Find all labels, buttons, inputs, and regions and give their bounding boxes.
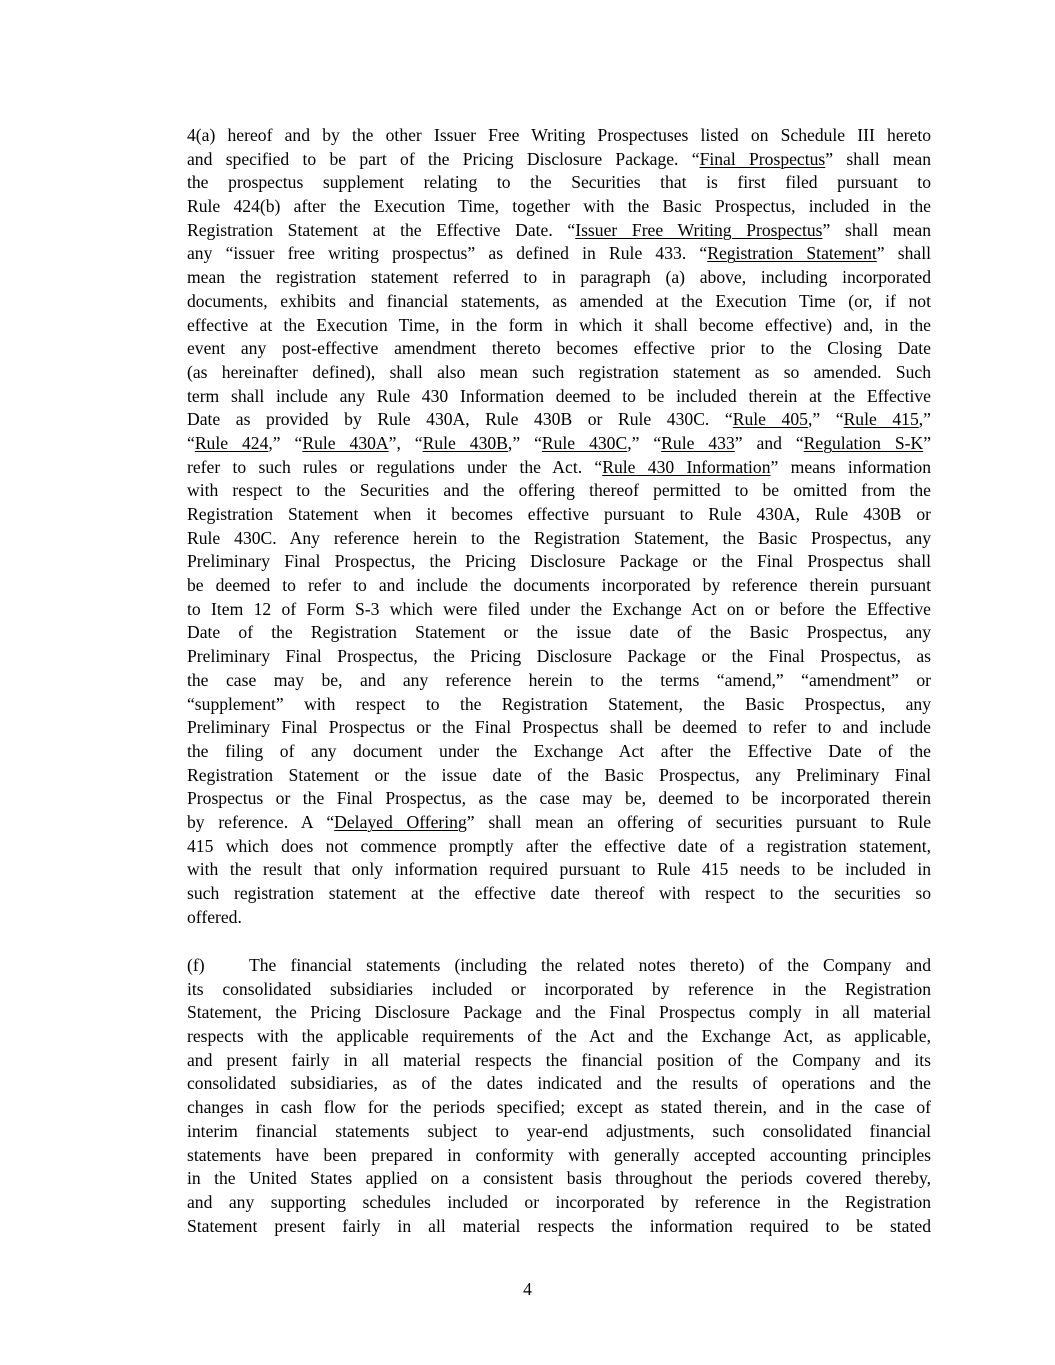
text-line: and any supporting schedules included or incorporated by reference in the Registration — [187, 1191, 931, 1212]
term-final-prospectus: Final Prospectus — [699, 148, 826, 169]
page-number: 4 — [523, 1279, 532, 1299]
term-delayed-offering: Delayed Offering — [334, 811, 467, 832]
text-line: offered. — [187, 906, 242, 927]
term-rule-430b: Rule 430B — [422, 432, 508, 453]
text-line: Preliminary Final Prospectus, the Pricing Disclosure Package or the Final Prospectus, as — [187, 646, 931, 667]
text-line: and present fairly in all material respects the financial position of the Company and its — [187, 1049, 931, 1070]
text-line: “supplement” with respect to the Registration Statement, the Basic Prospectus, any — [187, 693, 931, 714]
term-rule-430a: Rule 430A — [302, 432, 389, 453]
term-registration-statement: Registration Statement — [707, 243, 877, 264]
text-line: Registration Statement or the issue date of the Basic Prospectus, any Preliminary Final — [187, 764, 931, 785]
text-line: refer to such rules or regulations under the Act. “Rule 430 Information” means information — [187, 456, 931, 477]
text-line: such registration statement at the effective date thereof with respect to the securities so — [187, 883, 931, 903]
text-line: Registration Statement at the Effective Date. “Issuer Free Writing Prospectus” shall mean — [187, 219, 931, 240]
text-line: to Item 12 of Form S-3 which were filed under the Exchange Act on or before the Effective — [187, 598, 931, 619]
term-rule-405: Rule 405 — [732, 409, 808, 430]
text-line: respects with the applicable requirements of the Act and the Exchange Act, as applicable, — [187, 1026, 931, 1047]
text-line: Statement present fairly in all material respects the information required to be stated — [187, 1215, 931, 1236]
term-rule-430c: Rule 430C — [541, 432, 628, 453]
text-line: be deemed to refer to and include the documents incorporated by reference therein pursuant — [187, 575, 931, 596]
text-line: Prospectus or the Final Prospectus, as the case may be, deemed to be incorporated therein — [187, 788, 931, 809]
text-line: mean the registration statement referred to in paragraph (a) above, including incorporated — [187, 267, 931, 288]
text-line: (as hereinafter defined), shall also mean such registration statement as so amended. Such — [187, 361, 931, 382]
text-line: (f) The financial statements (including the related notes thereto) of the Company and — [187, 954, 931, 978]
text-line: Date of the Registration Statement or the issue date of the Basic Prospectus, any — [187, 622, 931, 643]
term-rule-424: Rule 424 — [194, 432, 269, 453]
text-line: term shall include any Rule 430 Information deemed to be included therein at the Effective — [187, 385, 931, 406]
text-line: Rule 430C. Any reference herein to the Registration Statement, the Basic Prospectus, any — [187, 527, 931, 548]
text-line: and specified to be part of the Pricing Disclosure Package. “Final Prospectus” shall mean — [187, 148, 931, 169]
term-rule-430-information: Rule 430 Information — [602, 456, 771, 477]
text-line: the case may be, and any reference herein to the terms “amend,” “amendment” or — [187, 669, 931, 690]
text-line: 4(a) hereof and by the other Issuer Free Writing Prospectuses listed on Schedule III hereto — [187, 125, 931, 145]
term-issuer-free-writing-prospectus: Issuer Free Writing Prospectus — [575, 219, 823, 240]
text-line: with respect to the Securities and the offering thereof permitted to be omitted from the — [187, 480, 931, 501]
text-line: event any post-effective amendment thereto becomes effective prior to the Closing Date — [187, 338, 931, 359]
text-line: Registration Statement when it becomes effective pursuant to Rule 430A, Rule 430B or — [187, 504, 931, 524]
text-line: interim financial statements subject to year-end adjustments, such consolidated financial — [187, 1120, 931, 1141]
text-line: effective at the Execution Time, in the form in which it shall become effective) and, in the — [187, 314, 931, 335]
text-line: the filing of any document under the Exchange Act after the Effective Date of the — [187, 740, 931, 761]
text-line: “Rule 424,” “Rule 430A”, “Rule 430B,” “Rule 430C,” “Rule 433” and “Regulation S-K” — [187, 432, 931, 453]
text-line: Date as provided by Rule 430A, Rule 430B or Rule 430C. “Rule 405,” “Rule 415,” — [187, 409, 931, 430]
definitions-paragraph — [187, 124, 931, 929]
financial-statements-paragraph — [187, 954, 931, 1238]
term-rule-415: Rule 415 — [843, 409, 919, 430]
text-line: Preliminary Final Prospectus or the Final Prospectus shall be deemed to refer to and include — [187, 717, 931, 738]
text-line: changes in cash flow for the periods specified; except as stated therein, and in the case of — [187, 1097, 931, 1118]
text-line: with the result that only information required pursuant to Rule 415 needs to be included in — [187, 859, 931, 880]
text-line: statements have been prepared in conformity with generally accepted accounting principles — [187, 1144, 931, 1165]
text-line: any “issuer free writing prospectus” as defined in Rule 433. “Registration Statement” shall — [187, 243, 931, 264]
term-regulation-s-k: Regulation S-K — [803, 432, 924, 453]
text-line: Rule 424(b) after the Execution Time, together with the Basic Prospectus, included in the — [187, 196, 931, 217]
text-line: Preliminary Final Prospectus, the Pricing Disclosure Package or the Final Prospectus shall — [187, 551, 931, 572]
text-line: the prospectus supplement relating to the Securities that is first filed pursuant to — [187, 172, 931, 193]
text-line: consolidated subsidiaries, as of the dates indicated and the results of operations and the — [187, 1073, 931, 1094]
term-rule-433: Rule 433 — [661, 432, 735, 453]
text-line: documents, exhibits and financial statements, as amended at the Execution Time (or, if not — [187, 290, 931, 311]
text-line: its consolidated subsidiaries included or incorporated by reference in the Registration — [187, 978, 931, 999]
text-line: Statement, the Pricing Disclosure Package and the Final Prospectus comply in all material — [187, 1002, 931, 1023]
section-label: (f) — [187, 955, 205, 975]
text-line: in the United States applied on a consistent basis throughout the periods covered thereby, — [187, 1168, 931, 1189]
text-line: by reference. A “Delayed Offering” shall mean an offering of securities pursuant to Rule — [187, 811, 931, 832]
text-line: 415 which does not commence promptly after the effective date of a registration statement, — [187, 835, 931, 856]
